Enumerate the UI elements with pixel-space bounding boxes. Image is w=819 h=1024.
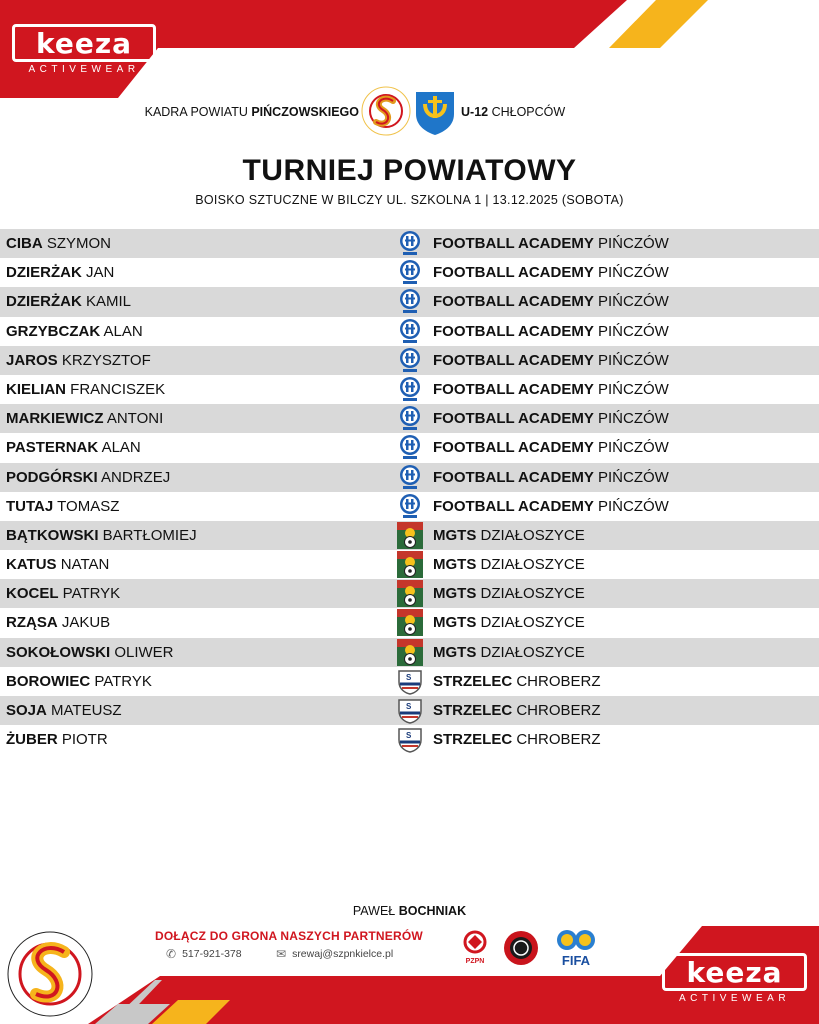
club-name-city: PIŃCZÓW <box>598 439 669 457</box>
fa-crest-icon <box>397 464 423 491</box>
list-item <box>0 317 819 346</box>
player-first-name: MATEUSZ <box>51 702 122 719</box>
brand-logo <box>12 24 156 62</box>
list-item <box>0 346 819 375</box>
player-name <box>6 410 163 427</box>
club-name-primary: STRZELEC <box>433 702 513 719</box>
club-name-primary: FOOTBALL ACADEMY <box>433 497 594 515</box>
club-name <box>433 527 585 544</box>
list-item <box>0 433 819 462</box>
club-name-primary: FOOTBALL ACADEMY <box>433 235 594 252</box>
strzelec-crest-icon <box>397 726 423 753</box>
player-surname: GRZYBCZAK <box>6 322 101 340</box>
club-name-city: DZIAŁOSZYCE <box>480 614 585 632</box>
player-name <box>6 381 165 398</box>
club-name-primary: STRZELEC <box>433 731 513 749</box>
club-name-city: PIŃCZÓW <box>598 264 669 282</box>
player-surname: KOCEL <box>6 585 59 603</box>
association-s-crest-icon <box>361 86 411 136</box>
phone-number: 517-921-378 <box>182 948 242 960</box>
contact-phone <box>166 947 242 961</box>
list-item <box>0 492 819 521</box>
player-surname: CIBA <box>6 235 43 252</box>
player-name <box>6 585 120 602</box>
player-name <box>6 352 151 369</box>
list-item <box>0 463 819 492</box>
player-surname: MARKIEWICZ <box>6 410 104 428</box>
mgts-crest-icon <box>397 580 423 607</box>
svg-text:S: S <box>406 702 412 711</box>
partners-call-to-action: DOŁĄCZ DO GRONA NASZYCH PARTNERÓW <box>155 929 423 943</box>
strzelec-crest-icon <box>397 668 423 695</box>
player-name <box>6 469 170 486</box>
club-name-primary: FOOTBALL ACADEMY <box>433 293 594 311</box>
player-surname: PODGÓRSKI <box>6 468 98 486</box>
svg-text:S: S <box>406 731 412 741</box>
player-name <box>6 323 143 340</box>
strzelec-crest-icon <box>397 697 423 724</box>
player-surname: DZIERŻAK <box>6 264 82 282</box>
phone-icon: ✆ <box>166 947 177 961</box>
page-title: TURNIEJ POWIATOWY <box>242 154 577 187</box>
squad-category: U-12 CHŁOPCÓW <box>461 105 566 119</box>
club-name-primary: FOOTBALL ACADEMY <box>433 322 594 340</box>
club-name-city: CHROBERZ <box>516 731 601 749</box>
club-name <box>433 410 669 427</box>
club-name-primary: FOOTBALL ACADEMY <box>433 439 594 457</box>
player-roster <box>0 229 819 754</box>
player-surname: SOKOŁOWSKI <box>6 643 111 661</box>
player-name <box>6 498 119 515</box>
list-item <box>0 550 819 579</box>
player-name <box>6 702 122 719</box>
player-first-name: ALAN <box>101 439 141 457</box>
club-name-city: PIŃCZÓW <box>598 322 669 340</box>
player-first-name: ALAN <box>103 322 143 340</box>
list-item <box>0 667 819 696</box>
club-name <box>433 731 601 748</box>
club-name <box>433 264 669 281</box>
player-first-name: FRANCISZEK <box>70 380 166 398</box>
player-name <box>6 731 108 748</box>
brand-tagline: ACTIVEWEAR <box>28 64 140 75</box>
club-name <box>433 469 669 486</box>
mgts-crest-icon <box>397 522 423 549</box>
club-name-primary: FOOTBALL ACADEMY <box>433 380 594 398</box>
club-name-primary: FOOTBALL ACADEMY <box>433 264 594 282</box>
list-item <box>0 229 819 258</box>
fa-crest-icon <box>397 376 423 403</box>
club-name-primary: FOOTBALL ACADEMY <box>433 410 594 428</box>
player-first-name: NATAN <box>60 556 110 574</box>
club-name-primary: STRZELEC <box>433 672 513 690</box>
brand-wordmark: keeza <box>35 26 133 60</box>
player-first-name: PATRYK <box>62 585 121 603</box>
club-name <box>433 556 585 573</box>
coach-name: PAWEŁ BOCHNIAK <box>352 904 467 918</box>
list-item <box>0 521 819 550</box>
player-surname: KIELIAN <box>6 380 66 398</box>
club-name <box>433 235 669 252</box>
club-name-city: PIŃCZÓW <box>598 380 669 398</box>
club-name-primary: MGTS <box>433 614 477 632</box>
list-item <box>0 579 819 608</box>
list-item <box>0 638 819 667</box>
player-name <box>6 614 110 631</box>
list-item <box>0 696 819 725</box>
club-name-city: PIŃCZÓW <box>598 410 669 428</box>
list-item <box>0 375 819 404</box>
club-name-city: DZIAŁOSZYCE <box>480 526 585 544</box>
list-item <box>0 725 819 754</box>
fa-crest-icon <box>397 318 423 345</box>
association-crest-icon <box>0 918 100 1024</box>
fa-crest-icon <box>397 230 423 257</box>
list-item <box>0 258 819 287</box>
uefa-logo-icon <box>503 930 539 966</box>
club-name-primary: MGTS <box>433 585 477 603</box>
club-name-city: DZIAŁOSZYCE <box>480 643 585 661</box>
player-first-name: PIOTR <box>61 731 108 749</box>
player-first-name: ANTONI <box>106 410 164 428</box>
fa-crest-icon <box>397 288 423 315</box>
squad-region: KADRA POWIATU PIŃCZOWSKIEGO <box>144 105 359 119</box>
player-surname: PASTERNAK <box>6 439 99 457</box>
brand-logo-footer <box>662 953 807 991</box>
club-name-city: PIŃCZÓW <box>598 497 669 515</box>
player-surname: KATUS <box>6 556 57 574</box>
list-item <box>0 404 819 433</box>
fa-crest-icon <box>397 493 423 520</box>
fa-crest-icon <box>397 405 423 432</box>
club-name-city: PIŃCZÓW <box>598 468 669 486</box>
player-surname: BOROWIEC <box>6 672 91 690</box>
player-name <box>6 673 152 690</box>
player-surname: RZĄSA <box>6 614 58 632</box>
player-name <box>6 439 141 456</box>
player-name <box>6 644 174 661</box>
club-name-city: PIŃCZÓW <box>598 293 669 311</box>
mgts-crest-icon <box>397 609 423 636</box>
player-first-name: KAMIL <box>86 293 132 311</box>
player-first-name: TOMASZ <box>57 497 120 515</box>
fa-crest-icon <box>397 434 423 461</box>
club-name-city: PIŃCZÓW <box>598 235 669 252</box>
player-first-name: SZYMON <box>46 235 112 252</box>
player-name <box>6 527 197 544</box>
contact-email <box>276 947 393 961</box>
list-item <box>0 608 819 637</box>
svg-text:S: S <box>406 672 412 682</box>
player-surname: ŻUBER <box>6 731 58 749</box>
player-first-name: ANDRZEJ <box>101 468 171 486</box>
club-name-city: DZIAŁOSZYCE <box>480 585 585 603</box>
club-name <box>433 673 601 690</box>
club-name-primary: MGTS <box>433 556 477 574</box>
club-name-city: PIŃCZÓW <box>598 351 669 369</box>
list-item <box>0 287 819 316</box>
club-name <box>433 702 601 719</box>
player-surname: SOJA <box>6 702 47 719</box>
player-first-name: JAKUB <box>61 614 111 632</box>
player-name <box>6 556 109 573</box>
player-name <box>6 264 114 281</box>
player-name <box>6 235 111 252</box>
fa-crest-icon <box>397 259 423 286</box>
brand-wordmark-footer: keeza <box>686 955 783 989</box>
pzpn-logo-icon <box>462 930 488 966</box>
club-name-city: CHROBERZ <box>516 702 601 719</box>
club-name-primary: FOOTBALL ACADEMY <box>433 468 594 486</box>
player-surname: TUTAJ <box>6 497 54 515</box>
club-name-city: CHROBERZ <box>516 672 601 690</box>
fifa-logo-icon <box>555 928 597 968</box>
player-first-name: KRZYSZTOF <box>61 351 151 369</box>
club-name-primary: FOOTBALL ACADEMY <box>433 351 594 369</box>
club-name <box>433 439 669 456</box>
club-name <box>433 381 669 398</box>
club-name <box>433 585 585 602</box>
envelope-icon: ✉ <box>276 947 287 961</box>
player-surname: BĄTKOWSKI <box>6 526 99 544</box>
fifa-label: FIFA <box>561 953 591 968</box>
mgts-crest-icon <box>397 639 423 666</box>
fa-crest-icon <box>397 347 423 374</box>
club-name <box>433 614 585 631</box>
player-first-name: PATRYK <box>94 672 152 690</box>
player-first-name: OLIWER <box>114 643 174 661</box>
club-name <box>433 498 669 515</box>
club-name <box>433 644 585 661</box>
county-coat-of-arms-icon <box>414 90 456 136</box>
club-name-primary: MGTS <box>433 643 477 661</box>
pzpn-label: PZPN <box>465 958 485 965</box>
club-name-primary: MGTS <box>433 526 477 544</box>
email-address: srewaj@szpnkielce.pl <box>292 948 394 960</box>
club-name-city: DZIAŁOSZYCE <box>480 556 585 574</box>
player-surname: JAROS <box>6 351 58 369</box>
player-first-name: JAN <box>86 264 115 282</box>
player-first-name: BARTŁOMIEJ <box>102 526 197 544</box>
club-name <box>433 293 669 310</box>
brand-tagline-footer: ACTIVEWEAR <box>678 993 791 1004</box>
club-name <box>433 352 669 369</box>
club-name <box>433 323 669 340</box>
event-details: BOISKO SZTUCZNE W BILCZY UL. SZKOLNA 1 | 13.12.2025 (SOBOTA) <box>195 193 624 207</box>
player-surname: DZIERŻAK <box>6 293 82 311</box>
mgts-crest-icon <box>397 551 423 578</box>
player-name <box>6 293 131 310</box>
